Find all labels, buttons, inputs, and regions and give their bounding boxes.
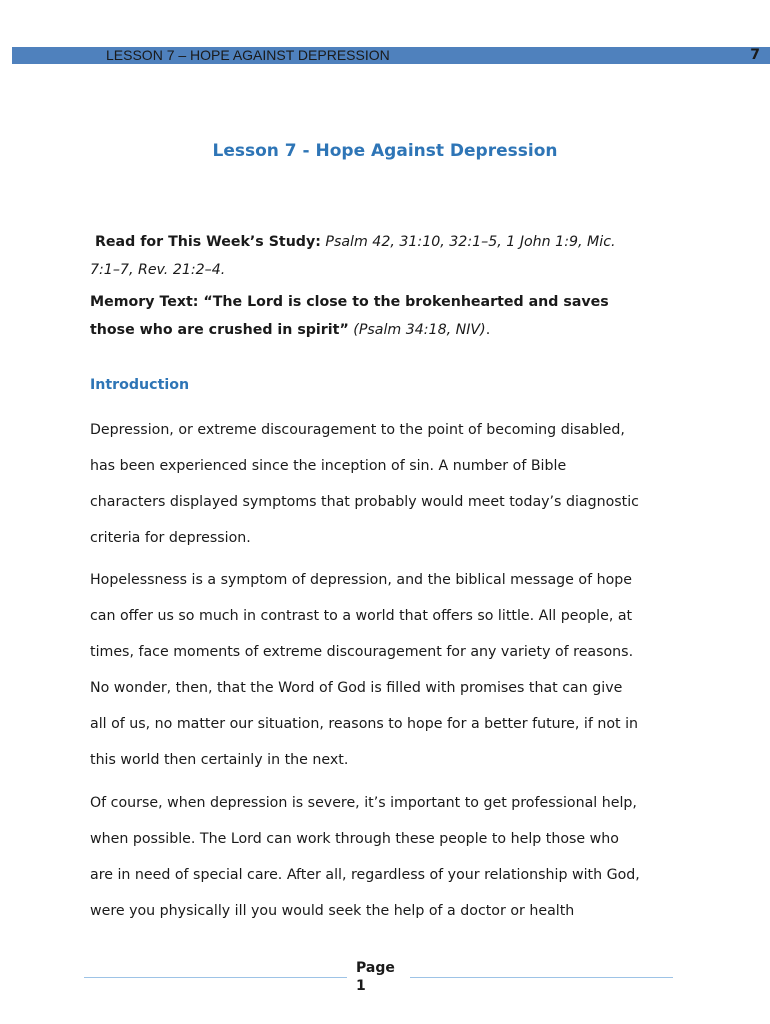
paragraph-line: are in need of special care. After all, regardless of your relationship with God, [90,867,640,883]
header-page-number: 7 [750,47,760,63]
header-title: LESSON 7 – HOPE AGAINST DEPRESSION [106,47,390,63]
paragraph-2 [90,562,690,778]
running-header [12,47,770,64]
paragraph-line: Of course, when depression is severe, it’s important to get professional help, [90,795,637,811]
paragraph-line: times, face moments of extreme discouragement for any variety of reasons. [90,644,634,660]
paragraph-line: characters displayed symptoms that probably would meet today’s diagnostic [90,494,639,510]
footer-divider-right [410,977,673,978]
memory-text-line2: those who are crushed in spirit” [90,322,349,338]
paragraph-line: Depression, or extreme discouragement to the point of becoming disabled, [90,422,625,438]
paragraph-line: criteria for depression. [90,530,251,546]
paragraph-line: when possible. The Lord can work through these people to help those who [90,831,619,847]
footer-page-number [356,959,395,995]
memory-reference: (Psalm 34:18, NIV) [353,322,486,338]
read-references-line2: 7:1–7, Rev. 21:2–4. [90,262,226,278]
paragraph-line: Hopelessness is a symptom of depression, and the biblical message of hope [90,572,633,588]
document-title: Lesson 7 - Hope Against Depression [212,141,558,161]
paragraph-line: can offer us so much in contrast to a world that offers so little. All people, at [90,608,633,624]
read-label: Read for This Week’s Study: [95,234,321,250]
footer-divider-left [84,977,347,978]
paragraph-line: has been experienced since the inception of sin. A number of Bible [90,458,567,474]
memory-text-line1: Memory Text: “The Lord is close to the brokenhearted and saves [90,294,609,310]
paragraph-line: this world then certainly in the next. [90,752,349,768]
paragraph-3 [90,785,690,929]
memory-end: . [485,322,491,338]
introduction-heading: Introduction [90,377,190,393]
footer-page-value: 1 [356,978,366,994]
paragraph-1 [90,412,690,556]
read-references-line1: Psalm 42, 31:10, 32:1–5, 1 John 1:9, Mic. [325,234,616,250]
paragraph-line: all of us, no matter our situation, reasons to hope for a better future, if not in [90,716,639,732]
memory-text [90,288,690,344]
paragraph-line: were you physically ill you would seek the help of a doctor or health [90,903,575,919]
footer-page-label: Page [356,960,395,976]
paragraph-line: No wonder, then, that the Word of God is filled with promises that can give [90,680,623,696]
read-for-study [90,228,690,284]
